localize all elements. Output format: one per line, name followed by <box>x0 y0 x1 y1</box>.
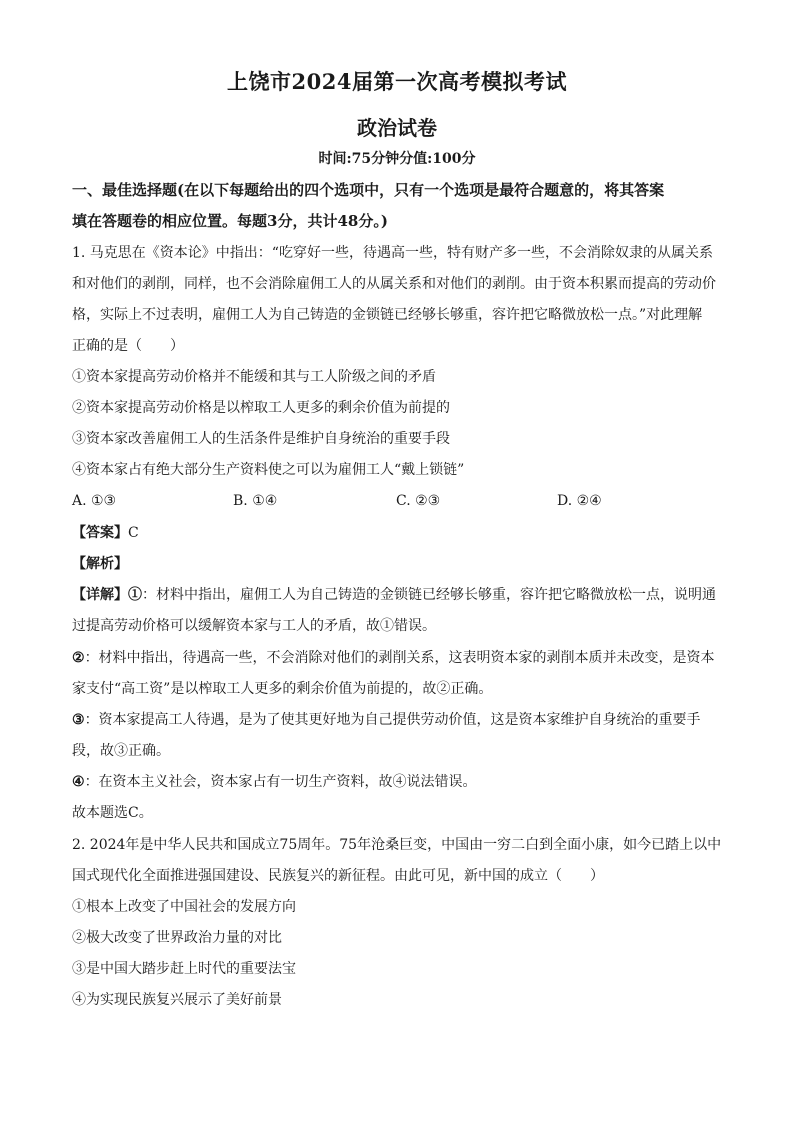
q1-stem-line-4: 正确的是（ ） <box>72 338 184 354</box>
q1-detail-line-5 <box>72 710 701 730</box>
q2-statement-1: ①根本上改变了中国社会的发展方向 <box>72 899 296 915</box>
q1-stem-line-2: 和对他们的剥削，同样，也不会消除雇佣工人的从属关系和对他们的剥削。由于资本积累而提高的劳动价 <box>72 276 716 292</box>
q1-detail-line-7 <box>72 772 477 792</box>
q1-detail-line-3 <box>72 648 715 668</box>
detail-4-text: ：在资本主义社会，资本家占有一切生产资料，故④说法错误。 <box>84 774 477 790</box>
detail-1-mark: ① <box>128 587 142 603</box>
q1-statement-2: ②资本家提高劳动价格是以榨取工人更多的剩余价值为前提的 <box>72 400 450 416</box>
exam-title: 上饶市2024届第一次高考模拟考试 <box>227 69 567 94</box>
q2-statement-2: ②极大改变了世界政治力量的对比 <box>72 930 282 946</box>
answer-label: 【答案】 <box>72 525 128 541</box>
q1-detail-line-1 <box>72 585 716 605</box>
q1-stem-line-1: 1. 马克思在《资本论》中指出：“吃穿好一些，待遇高一些，特有财产多一些，不会消除奴隶的从属关系 <box>72 245 713 261</box>
detail-2-mark: ② <box>72 650 85 666</box>
analysis-label: 【解析】 <box>72 556 128 572</box>
q1-conclusion: 故本题选C。 <box>72 805 153 821</box>
answer-value: C <box>128 525 139 541</box>
q1-stem-line-3: 格，实际上不过表明，雇佣工人为自己铸造的金锁链已经够长够重，容许把它略微放松一点。”对此理解 <box>72 307 703 323</box>
detail-2-text: ：材料中指出，待遇高一些，不会消除对他们的剥削关系，这表明资本家的剥削本质并未改变，是资本 <box>84 650 715 666</box>
q1-detail-line-6: 段，故③正确。 <box>72 743 170 759</box>
detail-3-text: ：资本家提高工人待遇，是为了使其更好地为自己提供劳动价值，这是资本家维护自身统治的重要手 <box>84 712 701 728</box>
q1-option-d: D. ②④ <box>557 493 602 509</box>
detail-4-mark: ④ <box>72 774 85 790</box>
detail-1-text: ：材料中指出，雇佣工人为自己铸造的金锁链已经够长够重，容许把它略微放松一点，说明通 <box>142 587 716 603</box>
q1-option-b: B. ①④ <box>233 493 278 509</box>
q1-option-c: C. ②③ <box>396 493 441 509</box>
q2-statement-3: ③是中国大踏步赶上时代的重要法宝 <box>72 961 296 977</box>
time-score-line: 时间:75分钟分值:100分 <box>318 151 476 167</box>
q1-detail-line-4: 家支付“高工资”是以榨取工人更多的剩余价值为前提的，故②正确。 <box>72 681 493 697</box>
detail-label: 【详解】 <box>72 587 128 603</box>
q1-detail-line-2: 过提高劳动价格可以缓解资本家与工人的矛盾，故①错误。 <box>72 618 436 634</box>
q1-statement-1: ①资本家提高劳动价格并不能缓和其与工人阶级之间的矛盾 <box>72 369 436 385</box>
section-heading-line-2: 填在答题卷的相应位置。每题3分，共计48分。) <box>72 212 388 230</box>
q1-analysis-label-line <box>72 554 128 574</box>
detail-3-mark: ③ <box>72 712 85 728</box>
q2-statement-4: ④为实现民族复兴展示了美好前景 <box>72 992 282 1008</box>
q2-stem-line-2: 国式现代化全面推进强国建设、民族复兴的新征程。由此可见，新中国的成立（ ） <box>72 868 604 884</box>
q1-statement-3: ③资本家改善雇佣工人的生活条件是维护自身统治的重要手段 <box>72 431 450 447</box>
section-heading-line-1: 一、最佳选择题(在以下每题给出的四个选项中，只有一个选项是最符合题意的，将其答案 <box>72 181 665 199</box>
q1-answer-line <box>72 523 139 543</box>
q1-statement-4: ④资本家占有绝大部分生产资料使之可以为雇佣工人“戴上锁链” <box>72 462 465 478</box>
q2-stem-line-1: 2. 2024年是中华人民共和国成立75周年。75年沧桑巨变，中国由一穷二白到全面小康，如今已踏上以中 <box>72 837 722 853</box>
q1-option-a: A. ①③ <box>72 493 117 509</box>
subject-title: 政治试卷 <box>357 116 437 140</box>
